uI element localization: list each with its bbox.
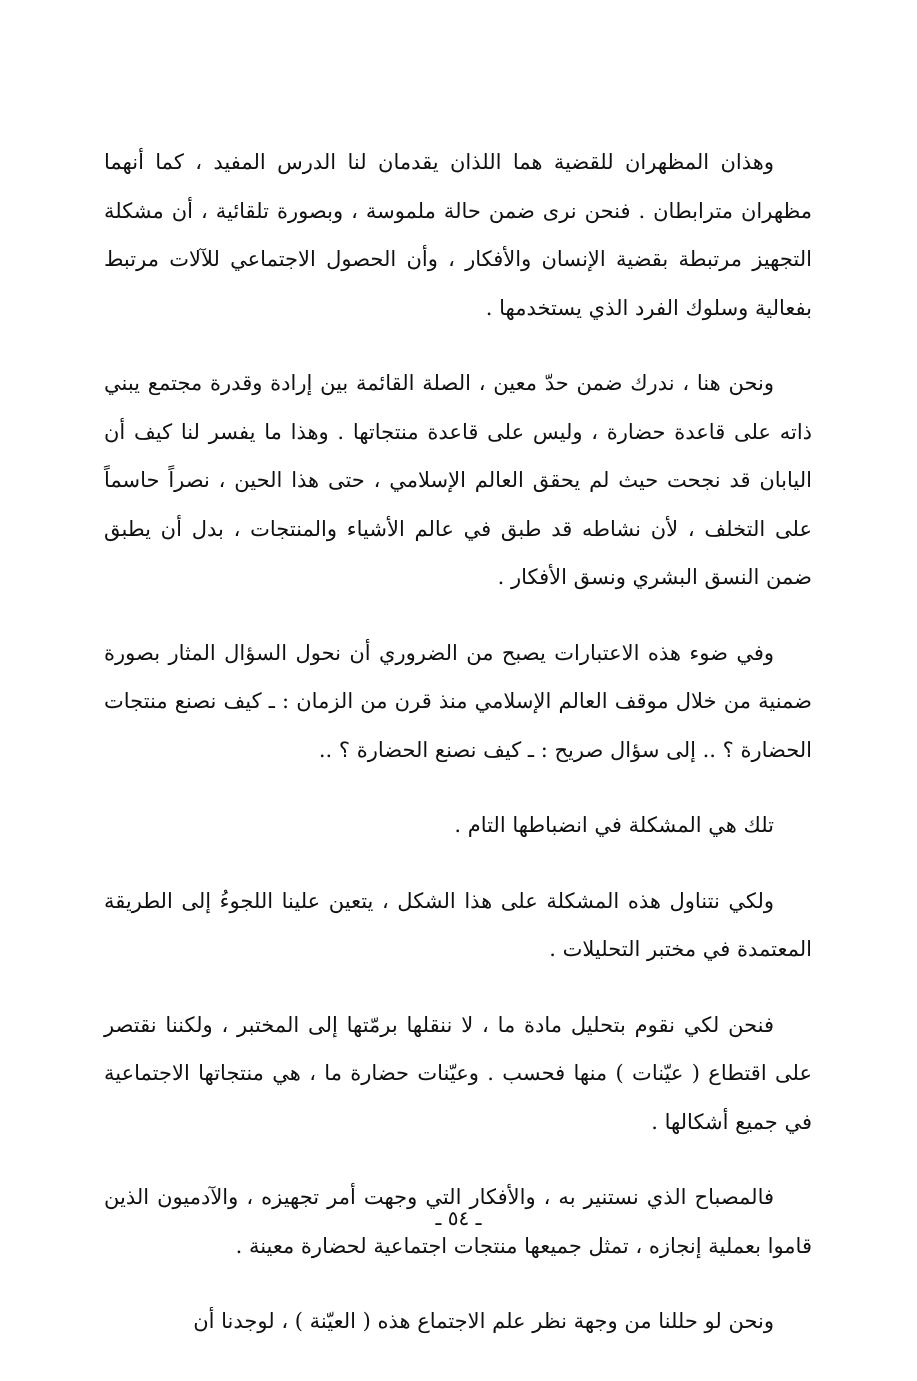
page-number: ـ ٥٤ ـ [435, 1206, 482, 1230]
paragraph-4: تلك هي المشكلة في انضباطها التام . [454, 813, 774, 837]
paragraph-5: ولكي نتناول هذه المشكلة على هذا الشكل ، يتعين علينا اللجوءُ إلى الطريقة المعتمدة في مختبر التحليلات . [104, 888, 812, 961]
paragraph-6: فنحن لكي نقوم بتحليل مادة ما ، لا ننقلها برمّتها إلى المختبر ، ولكننا نقتصر على اقتطاع ( عيّنات ) منها فحسب . وعيّنات حضارة ما ، هي منتجاتها الاجتماعية في جميع أشكالها . [104, 1012, 812, 1134]
page-body [104, 138, 812, 1373]
paragraph-7: فالمصباح الذي نستنير به ، والأفكار التي وجهت أمر تجهيزه ، والآدميون الذين قاموا بعملية إنجازه ، تمثل جميعها منتجات اجتماعية لحضارة معينة . [104, 1185, 812, 1258]
paragraph-3: وفي ضوء هذه الاعتبارات يصبح من الضروري أن نحول السؤال المثار بصورة ضمنية من خلال موقف العالم الإسلامي منذ قرن من الزمان : ـ كيف نصنع منتجات الحضارة ؟ .. إلى سؤال صريح : ـ كيف نصنع الحضارة ؟ .. [104, 640, 812, 762]
paragraph-2: ونحن هنا ، ندرك ضمن حدّ معين ، الصلة القائمة بين إرادة وقدرة مجتمع يبني ذاته على قاعدة حضارة ، وليس على قاعدة منتجاتها . وهذا ما يفسر لنا كيف أن اليابان قد نجحت حيث لم يحقق العالم الإسلامي ، حتى هذا الحين ، نصراً حاسماً على التخلف ، لأن نشاطه قد طبق في عالم الأشياء والمنتجات ، بدل أن يطبق ضمن النسق البشري ونسق الأفكار . [104, 371, 812, 589]
paragraph-8: ونحن لو حللنا من وجهة نظر علم الاجتماع هذه ( العيّنة ) ، لوجدنا أن [193, 1309, 774, 1333]
paragraph-1: وهذان المظهران للقضية هما اللذان يقدمان لنا الدرس المفيد ، كما أنهما مظهران مترابطان . فنحن نرى ضمن حالة ملموسة ، وبصورة تلقائية ، أن مشكلة التجهيز مرتبطة بقضية الإنسان والأفكار ، وأن الحصول الاجتماعي للآلات مرتبط بفعالية وسلوك الفرد الذي يستخدمها . [104, 150, 812, 320]
